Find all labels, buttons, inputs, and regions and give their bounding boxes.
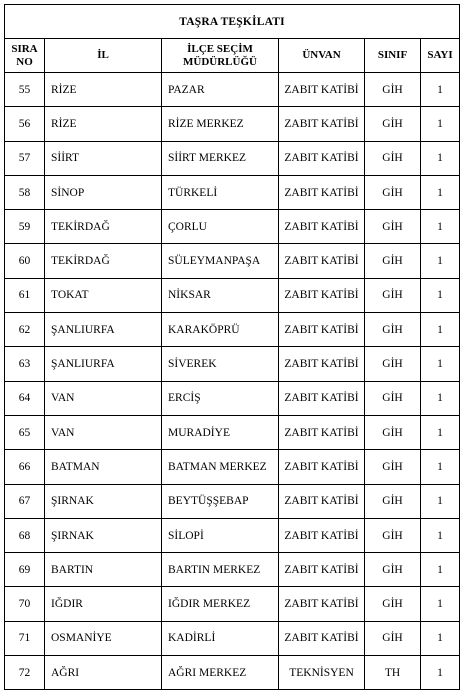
table-row	[5, 210, 460, 244]
header-il: İL	[45, 39, 162, 73]
cell-sinif: GİH	[365, 484, 421, 518]
table-row	[5, 553, 460, 587]
table-title: TAŞRA TEŞKİLATI	[5, 5, 460, 39]
cell-il: TEKİRDAĞ	[45, 244, 162, 278]
table-row	[5, 587, 460, 621]
cell-sayi: 1	[421, 347, 460, 381]
cell-sayi: 1	[421, 175, 460, 209]
cell-sira-no: 69	[5, 553, 45, 587]
cell-ilce: SÜLEYMANPAŞA	[162, 244, 279, 278]
cell-sayi: 1	[421, 415, 460, 449]
cell-sinif: GİH	[365, 107, 421, 141]
cell-sayi: 1	[421, 484, 460, 518]
cell-unvan: ZABIT KATİBİ	[279, 347, 365, 381]
cell-sira-no: 65	[5, 415, 45, 449]
cell-sinif: GİH	[365, 175, 421, 209]
cell-unvan: ZABIT KATİBİ	[279, 107, 365, 141]
cell-sinif: GİH	[365, 244, 421, 278]
cell-ilce: BATMAN MERKEZ	[162, 450, 279, 484]
table-row	[5, 450, 460, 484]
cell-ilce: KADİRLİ	[162, 621, 279, 655]
cell-sira-no: 55	[5, 73, 45, 107]
cell-sira-no: 63	[5, 347, 45, 381]
cell-sira-no: 70	[5, 587, 45, 621]
cell-unvan: ZABIT KATİBİ	[279, 381, 365, 415]
cell-ilce: ÇORLU	[162, 210, 279, 244]
cell-sira-no: 66	[5, 450, 45, 484]
cell-sira-no: 72	[5, 656, 45, 690]
header-sira-no-line2: NO	[16, 55, 33, 68]
cell-unvan: ZABIT KATİBİ	[279, 450, 365, 484]
tasra-teskilati-table	[4, 4, 460, 690]
cell-sinif: GİH	[365, 621, 421, 655]
table-row	[5, 107, 460, 141]
cell-il: RİZE	[45, 107, 162, 141]
cell-sinif: GİH	[365, 587, 421, 621]
table-row	[5, 313, 460, 347]
cell-sira-no: 64	[5, 381, 45, 415]
cell-sayi: 1	[421, 210, 460, 244]
cell-sayi: 1	[421, 450, 460, 484]
cell-sinif: GİH	[365, 553, 421, 587]
table-row	[5, 381, 460, 415]
cell-il: SİNOP	[45, 175, 162, 209]
cell-unvan: ZABIT KATİBİ	[279, 587, 365, 621]
cell-ilce: MURADİYE	[162, 415, 279, 449]
cell-ilce: SİLOPİ	[162, 518, 279, 552]
table-header-row	[5, 39, 460, 73]
cell-il: ŞIRNAK	[45, 518, 162, 552]
cell-sinif: GİH	[365, 73, 421, 107]
cell-unvan: ZABIT KATİBİ	[279, 244, 365, 278]
cell-ilce: RİZE MERKEZ	[162, 107, 279, 141]
header-sira-no-line1: SIRA	[11, 42, 38, 55]
cell-sira-no: 68	[5, 518, 45, 552]
table-row	[5, 244, 460, 278]
cell-unvan: ZABIT KATİBİ	[279, 210, 365, 244]
cell-sinif: GİH	[365, 210, 421, 244]
cell-ilce: KARAKÖPRÜ	[162, 313, 279, 347]
cell-sinif: GİH	[365, 347, 421, 381]
cell-sinif: GİH	[365, 450, 421, 484]
cell-il: ŞANLIURFA	[45, 313, 162, 347]
cell-sira-no: 56	[5, 107, 45, 141]
cell-sinif: GİH	[365, 278, 421, 312]
cell-ilce: TÜRKELİ	[162, 175, 279, 209]
cell-ilce: SİVEREK	[162, 347, 279, 381]
cell-unvan: ZABIT KATİBİ	[279, 484, 365, 518]
cell-sayi: 1	[421, 621, 460, 655]
cell-sira-no: 61	[5, 278, 45, 312]
cell-sinif: GİH	[365, 313, 421, 347]
table-row	[5, 347, 460, 381]
cell-sayi: 1	[421, 587, 460, 621]
table-row	[5, 518, 460, 552]
header-sira-no	[5, 39, 45, 73]
cell-sira-no: 71	[5, 621, 45, 655]
cell-il: OSMANİYE	[45, 621, 162, 655]
table-row	[5, 278, 460, 312]
header-sinif: SINIF	[365, 39, 421, 73]
cell-il: VAN	[45, 415, 162, 449]
cell-il: ŞIRNAK	[45, 484, 162, 518]
cell-unvan: ZABIT KATİBİ	[279, 415, 365, 449]
document-table-frame	[4, 4, 459, 690]
cell-sayi: 1	[421, 73, 460, 107]
cell-sayi: 1	[421, 553, 460, 587]
cell-il: SİİRT	[45, 141, 162, 175]
cell-il: BARTIN	[45, 553, 162, 587]
cell-ilce: BEYTÜŞŞEBAP	[162, 484, 279, 518]
cell-sayi: 1	[421, 518, 460, 552]
cell-il: AĞRI	[45, 656, 162, 690]
cell-sayi: 1	[421, 656, 460, 690]
cell-sira-no: 67	[5, 484, 45, 518]
cell-ilce: PAZAR	[162, 73, 279, 107]
cell-unvan: ZABIT KATİBİ	[279, 73, 365, 107]
cell-unvan: ZABIT KATİBİ	[279, 621, 365, 655]
header-unvan: ÜNVAN	[279, 39, 365, 73]
cell-sinif: GİH	[365, 381, 421, 415]
cell-unvan: ZABIT KATİBİ	[279, 175, 365, 209]
cell-unvan: TEKNİSYEN	[279, 656, 365, 690]
cell-sayi: 1	[421, 278, 460, 312]
cell-il: ŞANLIURFA	[45, 347, 162, 381]
cell-sira-no: 58	[5, 175, 45, 209]
cell-il: TOKAT	[45, 278, 162, 312]
cell-sayi: 1	[421, 107, 460, 141]
cell-sayi: 1	[421, 244, 460, 278]
cell-sayi: 1	[421, 141, 460, 175]
cell-sinif: TH	[365, 656, 421, 690]
cell-ilce: NİKSAR	[162, 278, 279, 312]
cell-unvan: ZABIT KATİBİ	[279, 553, 365, 587]
table-row	[5, 621, 460, 655]
cell-ilce: IĞDIR MERKEZ	[162, 587, 279, 621]
cell-sira-no: 57	[5, 141, 45, 175]
table-row	[5, 415, 460, 449]
cell-il: TEKİRDAĞ	[45, 210, 162, 244]
header-ilce	[162, 39, 279, 73]
table-row	[5, 484, 460, 518]
cell-sayi: 1	[421, 381, 460, 415]
cell-sinif: GİH	[365, 141, 421, 175]
cell-il: RİZE	[45, 73, 162, 107]
table-row	[5, 656, 460, 690]
cell-ilce: SİİRT MERKEZ	[162, 141, 279, 175]
table-row	[5, 73, 460, 107]
cell-ilce: ERCİŞ	[162, 381, 279, 415]
cell-sira-no: 62	[5, 313, 45, 347]
cell-il: IĞDIR	[45, 587, 162, 621]
cell-sayi: 1	[421, 313, 460, 347]
cell-il: VAN	[45, 381, 162, 415]
header-ilce-line1: İLÇE SEÇİM	[187, 42, 253, 55]
table-row	[5, 141, 460, 175]
cell-sira-no: 59	[5, 210, 45, 244]
cell-unvan: ZABIT KATİBİ	[279, 518, 365, 552]
header-sayi: SAYI	[421, 39, 460, 73]
header-ilce-line2: MÜDÜRLÜĞÜ	[183, 55, 257, 68]
table-row	[5, 175, 460, 209]
cell-ilce: BARTIN MERKEZ	[162, 553, 279, 587]
cell-unvan: ZABIT KATİBİ	[279, 278, 365, 312]
cell-ilce: AĞRI MERKEZ	[162, 656, 279, 690]
cell-sinif: GİH	[365, 415, 421, 449]
cell-il: BATMAN	[45, 450, 162, 484]
table-body	[5, 73, 460, 690]
cell-unvan: ZABIT KATİBİ	[279, 141, 365, 175]
cell-unvan: ZABIT KATİBİ	[279, 313, 365, 347]
cell-sinif: GİH	[365, 518, 421, 552]
cell-sira-no: 60	[5, 244, 45, 278]
